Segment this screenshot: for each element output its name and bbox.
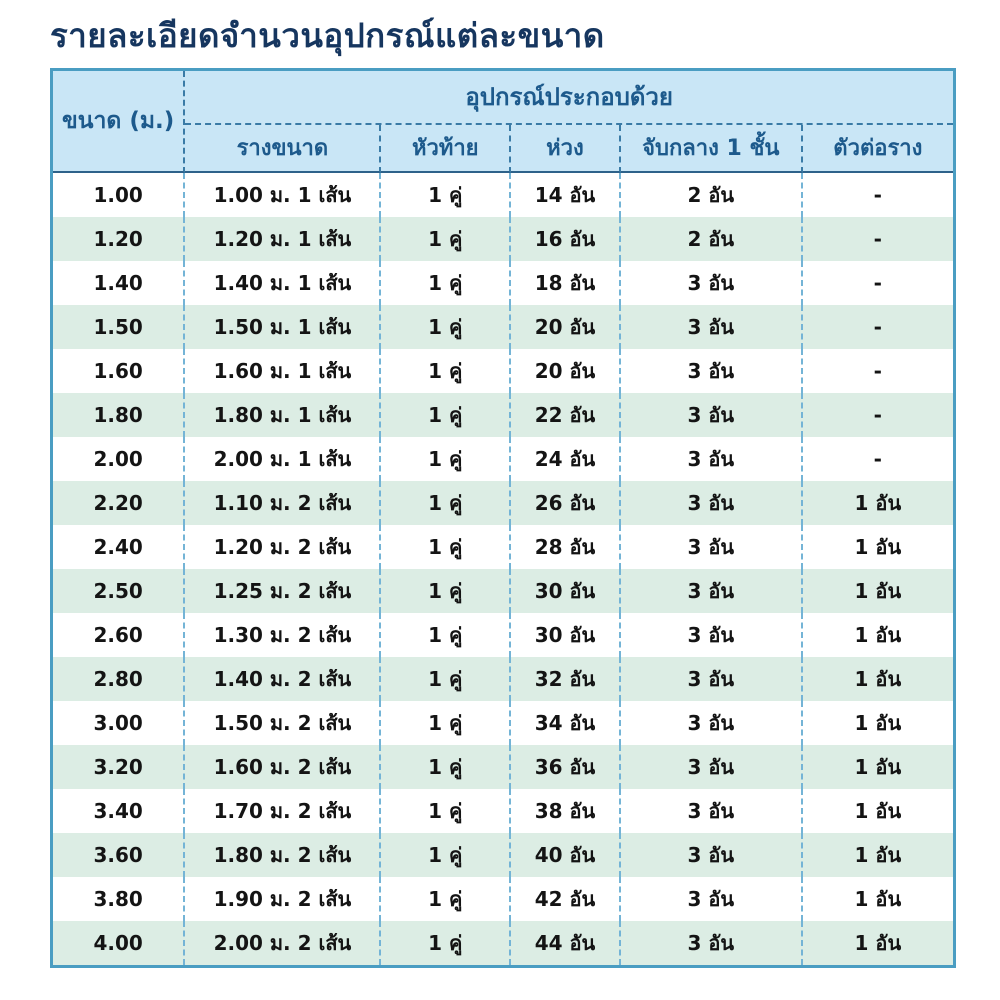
table-cell: 1.50 ม. 1 เส้น	[185, 305, 381, 349]
table-cell: 1 คู่	[381, 217, 511, 261]
table-row	[53, 481, 953, 525]
table-cell: 1.00 ม. 1 เส้น	[185, 173, 381, 217]
table-body	[53, 173, 953, 965]
table-cell: 1.40	[53, 261, 185, 305]
table-cell: 1.25 ม. 2 เส้น	[185, 569, 381, 613]
column-header-center-grip: จับกลาง 1 ชั้น	[621, 125, 803, 173]
table-cell: 38 อัน	[511, 789, 621, 833]
table-cell: 1.40 ม. 1 เส้น	[185, 261, 381, 305]
table-cell: 1.10 ม. 2 เส้น	[185, 481, 381, 525]
table-cell: 1.20 ม. 2 เส้น	[185, 525, 381, 569]
table-cell: 1 คู่	[381, 349, 511, 393]
table-cell: 1.80 ม. 1 เส้น	[185, 393, 381, 437]
table-cell: 16 อัน	[511, 217, 621, 261]
table-cell: 3.40	[53, 789, 185, 833]
table-cell: 1 คู่	[381, 437, 511, 481]
table-cell: 3 อัน	[621, 877, 803, 921]
table-cell: 1.20	[53, 217, 185, 261]
table-cell: -	[803, 217, 953, 261]
table-cell: 1 คู่	[381, 613, 511, 657]
table-row	[53, 657, 953, 701]
table-row	[53, 833, 953, 877]
table-cell: 1 อัน	[803, 569, 953, 613]
table-cell: 1 คู่	[381, 525, 511, 569]
table-cell: 1 คู่	[381, 745, 511, 789]
table-cell: 1.30 ม. 2 เส้น	[185, 613, 381, 657]
table-cell: 1.80	[53, 393, 185, 437]
table-cell: 1 คู่	[381, 701, 511, 745]
table-cell: 3 อัน	[621, 569, 803, 613]
table-cell: 2.20	[53, 481, 185, 525]
table-cell: 2.00 ม. 2 เส้น	[185, 921, 381, 965]
table-cell: 1 คู่	[381, 833, 511, 877]
table-cell: 1 คู่	[381, 481, 511, 525]
table-cell: 1 อัน	[803, 657, 953, 701]
table-cell: 4.00	[53, 921, 185, 965]
table-row	[53, 393, 953, 437]
table-row	[53, 701, 953, 745]
table-cell: 28 อัน	[511, 525, 621, 569]
table-cell: 14 อัน	[511, 173, 621, 217]
table-cell: 30 อัน	[511, 613, 621, 657]
table-cell: 3 อัน	[621, 657, 803, 701]
table-cell: 1 คู่	[381, 569, 511, 613]
table-cell: 2.40	[53, 525, 185, 569]
table-cell: 3.60	[53, 833, 185, 877]
table-cell: 1 อัน	[803, 789, 953, 833]
table-cell: -	[803, 261, 953, 305]
table-cell: 2.80	[53, 657, 185, 701]
column-header-end-caps: หัวท้าย	[381, 125, 511, 173]
table-cell: 1.60	[53, 349, 185, 393]
table-cell: 2.60	[53, 613, 185, 657]
table-cell: 2.00	[53, 437, 185, 481]
table-cell: 3 อัน	[621, 701, 803, 745]
table-cell: 32 อัน	[511, 657, 621, 701]
table-cell: 3 อัน	[621, 613, 803, 657]
table-row	[53, 525, 953, 569]
table-cell: 3.80	[53, 877, 185, 921]
table-cell: -	[803, 437, 953, 481]
column-header-rings: ห่วง	[511, 125, 621, 173]
column-header-rail-connector: ตัวต่อราง	[803, 125, 953, 173]
table-cell: 1.50	[53, 305, 185, 349]
table-cell: 3.00	[53, 701, 185, 745]
table-cell: 18 อัน	[511, 261, 621, 305]
table-cell: 40 อัน	[511, 833, 621, 877]
table-cell: 36 อัน	[511, 745, 621, 789]
table-cell: 3 อัน	[621, 789, 803, 833]
table-cell: 3 อัน	[621, 921, 803, 965]
table-header	[53, 71, 953, 173]
table-row	[53, 921, 953, 965]
table-cell: 1.20 ม. 1 เส้น	[185, 217, 381, 261]
table-cell: 3 อัน	[621, 833, 803, 877]
table-row	[53, 305, 953, 349]
table-cell: -	[803, 173, 953, 217]
table-cell: 1.80 ม. 2 เส้น	[185, 833, 381, 877]
table-cell: 20 อัน	[511, 349, 621, 393]
table-cell: 1 อัน	[803, 613, 953, 657]
table-cell: 3 อัน	[621, 305, 803, 349]
column-header-rail: รางขนาด	[185, 125, 381, 173]
table-row	[53, 437, 953, 481]
table-cell: 3.20	[53, 745, 185, 789]
column-header-size: ขนาด (ม.)	[53, 71, 185, 173]
table-cell: 2.50	[53, 569, 185, 613]
table-cell: 24 อัน	[511, 437, 621, 481]
table-cell: 1 คู่	[381, 393, 511, 437]
table-cell: 2.00 ม. 1 เส้น	[185, 437, 381, 481]
table-row	[53, 261, 953, 305]
table-cell: 1 อัน	[803, 745, 953, 789]
table-cell: 1 อัน	[803, 481, 953, 525]
table-row	[53, 613, 953, 657]
table-row	[53, 217, 953, 261]
table-cell: 1 คู่	[381, 789, 511, 833]
table-cell: 2 อัน	[621, 173, 803, 217]
table-cell: 1 คู่	[381, 173, 511, 217]
table-cell: 1 อัน	[803, 833, 953, 877]
table-cell: 2 อัน	[621, 217, 803, 261]
table-cell: 1.40 ม. 2 เส้น	[185, 657, 381, 701]
table-cell: 26 อัน	[511, 481, 621, 525]
table-cell: 1.50 ม. 2 เส้น	[185, 701, 381, 745]
table-cell: 30 อัน	[511, 569, 621, 613]
table-cell: 42 อัน	[511, 877, 621, 921]
table-cell: 1 คู่	[381, 877, 511, 921]
table-cell: 1.60 ม. 1 เส้น	[185, 349, 381, 393]
table-cell: 1 คู่	[381, 305, 511, 349]
table-row	[53, 173, 953, 217]
table-cell: 3 อัน	[621, 437, 803, 481]
equipment-table	[50, 68, 956, 968]
table-cell: 3 อัน	[621, 525, 803, 569]
table-cell: 1.60 ม. 2 เส้น	[185, 745, 381, 789]
table-cell: 3 อัน	[621, 261, 803, 305]
table-cell: 1 อัน	[803, 701, 953, 745]
table-cell: -	[803, 305, 953, 349]
table-cell: 44 อัน	[511, 921, 621, 965]
table-cell: 1 อัน	[803, 921, 953, 965]
table-cell: 20 อัน	[511, 305, 621, 349]
table-cell: 1 อัน	[803, 877, 953, 921]
table-cell: 1 คู่	[381, 261, 511, 305]
table-cell: 1.00	[53, 173, 185, 217]
table-cell: 3 อัน	[621, 393, 803, 437]
table-cell: 22 อัน	[511, 393, 621, 437]
table-row	[53, 569, 953, 613]
table-row	[53, 349, 953, 393]
table-cell: -	[803, 349, 953, 393]
column-group-header-equipment: อุปกรณ์ประกอบด้วย	[185, 71, 953, 125]
table-cell: 1.90 ม. 2 เส้น	[185, 877, 381, 921]
table-cell: 3 อัน	[621, 481, 803, 525]
table-row	[53, 745, 953, 789]
table-row	[53, 789, 953, 833]
table-cell: -	[803, 393, 953, 437]
page-title: รายละเอียดจำนวนอุปกรณ์แต่ละขนาด	[50, 16, 605, 55]
table-cell: 1 คู่	[381, 921, 511, 965]
table-cell: 1 คู่	[381, 657, 511, 701]
table-cell: 3 อัน	[621, 745, 803, 789]
table-cell: 3 อัน	[621, 349, 803, 393]
table-cell: 1.70 ม. 2 เส้น	[185, 789, 381, 833]
table-row	[53, 877, 953, 921]
table-cell: 34 อัน	[511, 701, 621, 745]
table-cell: 1 อัน	[803, 525, 953, 569]
